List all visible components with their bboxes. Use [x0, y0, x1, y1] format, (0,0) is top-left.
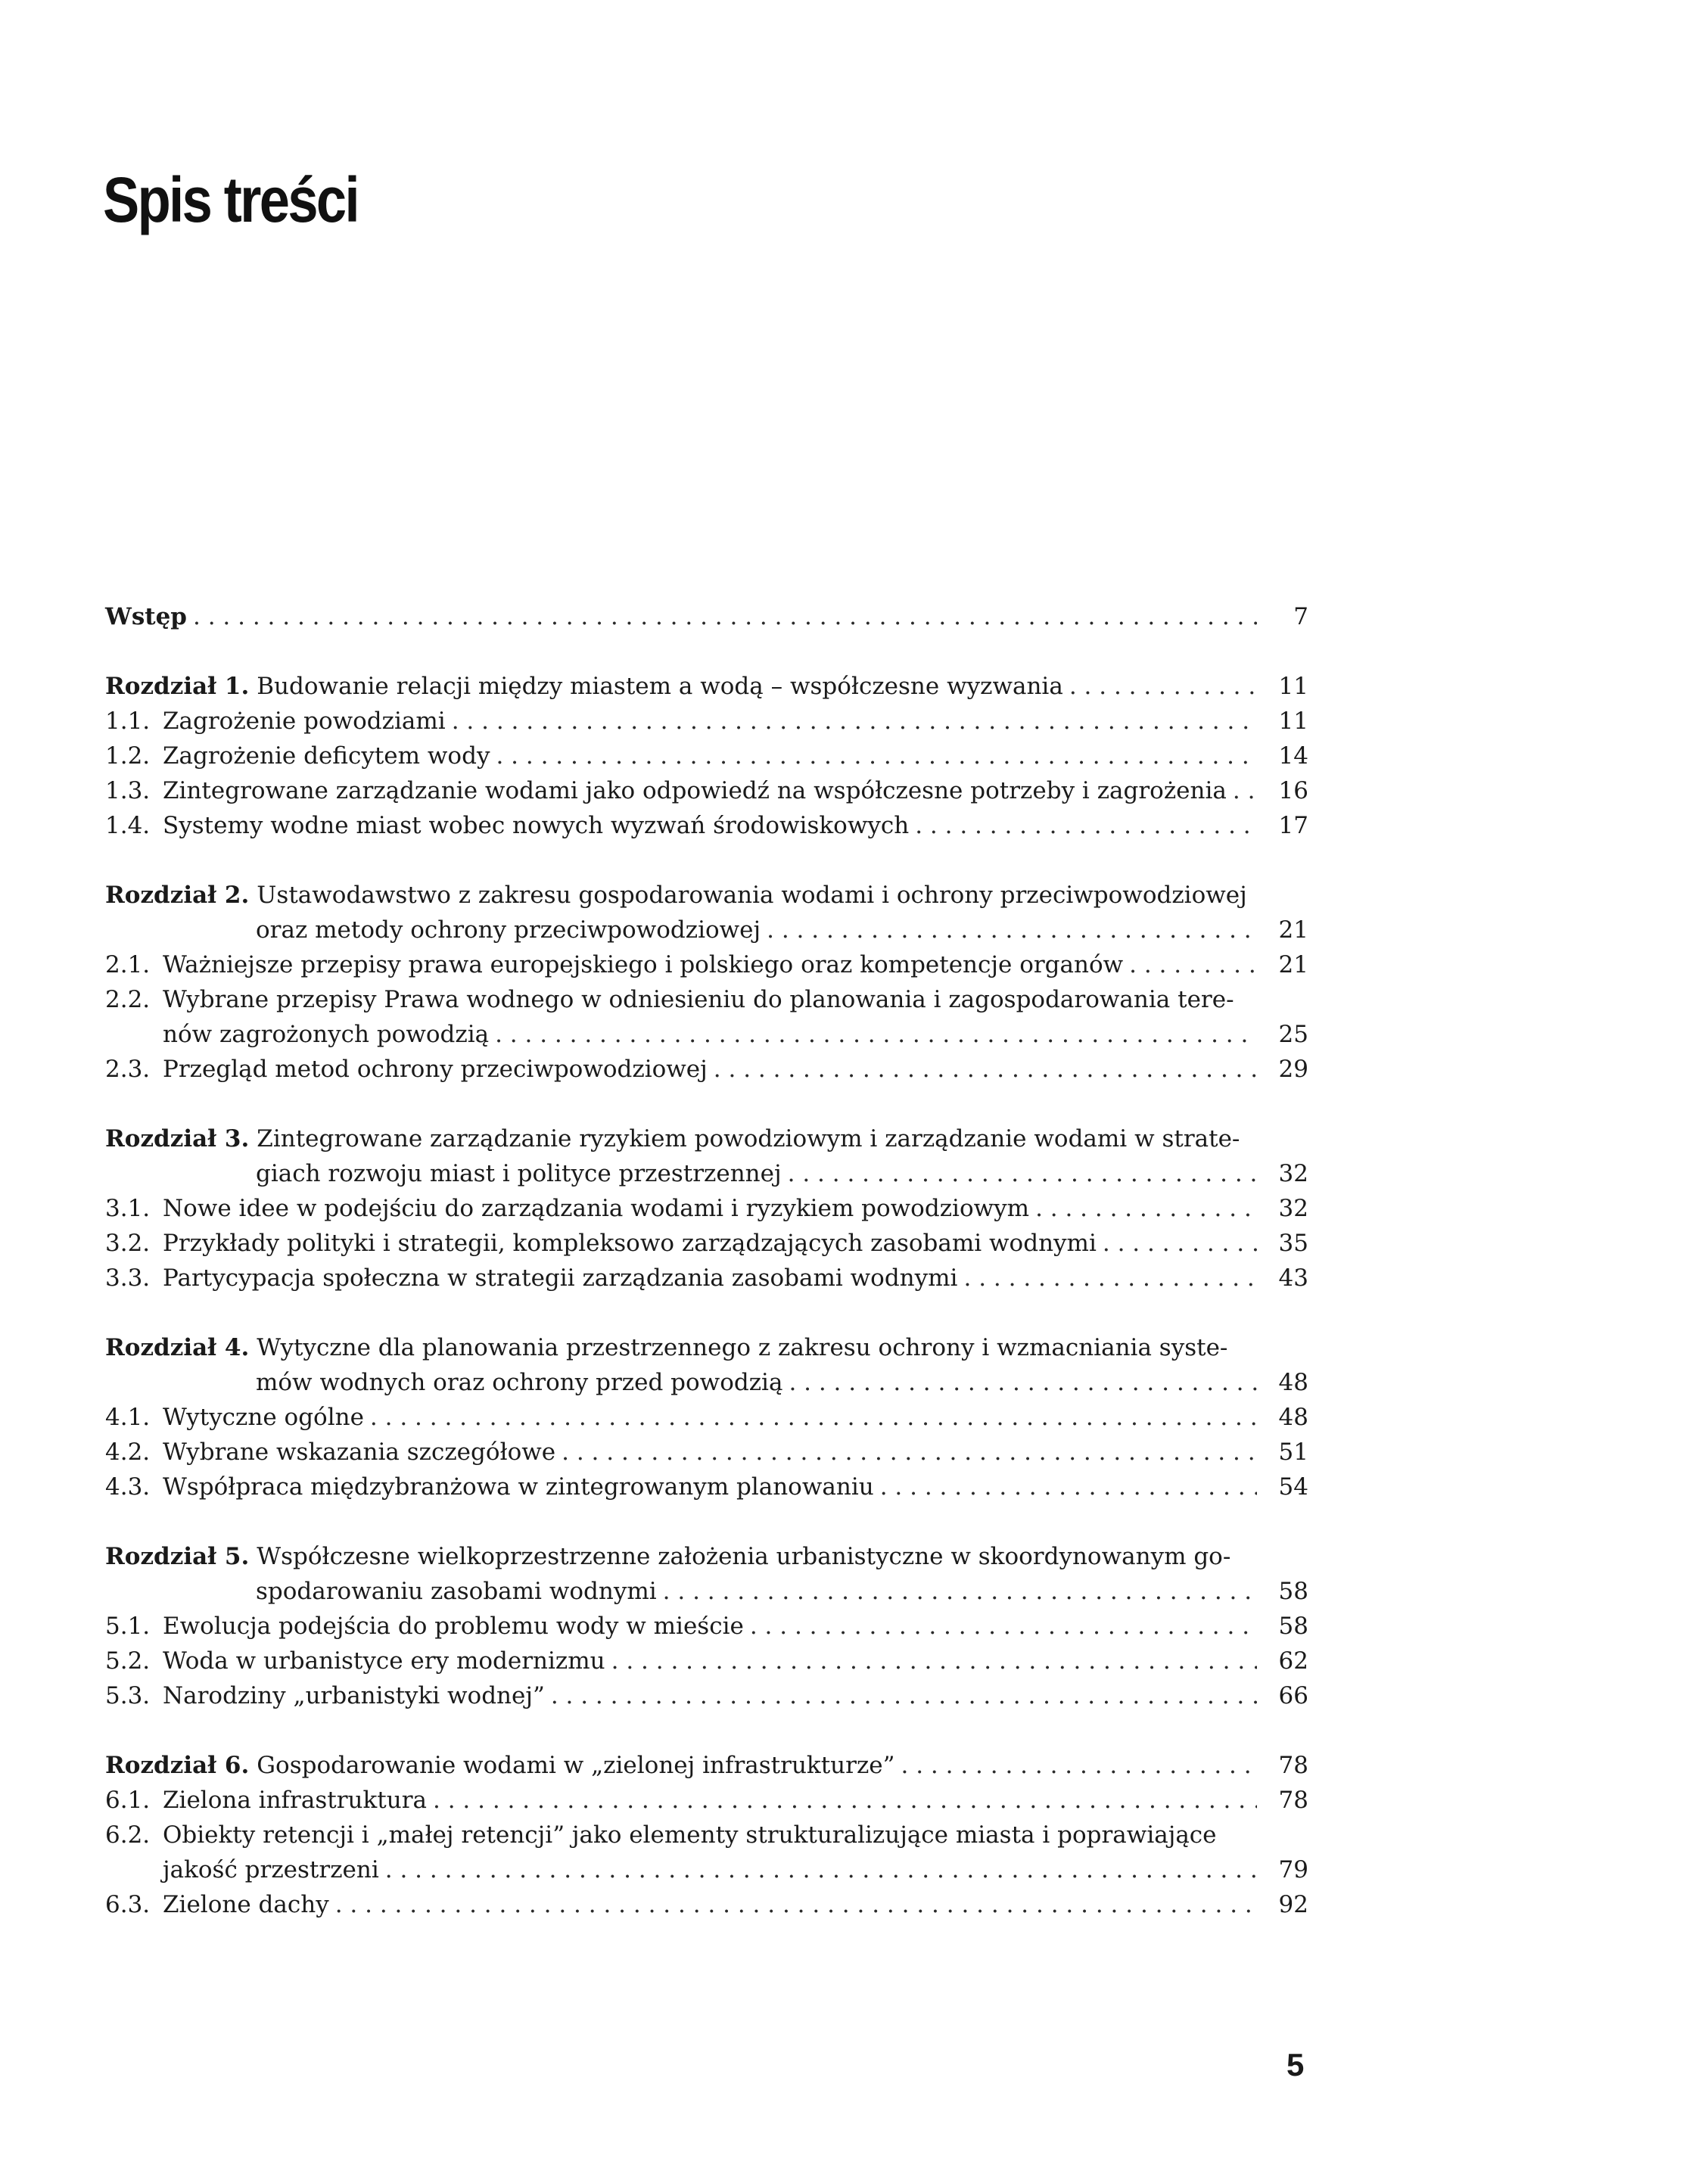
section-number: 6.1. [105, 1787, 151, 1814]
dot-leader [335, 1887, 1257, 1922]
toc-section-entry[interactable] [105, 808, 1308, 843]
section-page: 58 [1278, 1613, 1308, 1640]
dot-leader [663, 1574, 1257, 1609]
chapter-page: 32 [1278, 1160, 1308, 1187]
toc-intro-label: Wstęp [105, 603, 187, 630]
toc-chapter-entry[interactable] [105, 1121, 1308, 1156]
section-title: Przegląd metod ochrony przeciwpowodziowej [163, 1056, 708, 1083]
toc-chapter-entry[interactable] [105, 878, 1308, 913]
chapter-spacer [105, 1087, 1308, 1121]
section-title: Ważniejsze przepisy prawa europejskiego i polskiego oraz kompetencje organów [163, 951, 1124, 978]
toc-chapter-entry[interactable] [105, 1156, 1308, 1191]
section-title: Wytyczne ogólne [163, 1404, 364, 1431]
dot-leader [767, 913, 1257, 947]
section-page: 51 [1278, 1439, 1308, 1466]
dot-leader [788, 1156, 1257, 1191]
section-number: 3.1. [105, 1195, 151, 1222]
section-title: Woda w urbanistyce ery modernizmu [163, 1647, 605, 1675]
section-title: Nowe idee w podejściu do zarządzania wodami i ryzykiem powodziowym [163, 1195, 1030, 1222]
chapter-page: 58 [1278, 1578, 1308, 1605]
page-title: Spis treści [103, 164, 359, 235]
section-page: 66 [1278, 1682, 1308, 1709]
section-page: 43 [1278, 1264, 1308, 1292]
toc-section-entry[interactable] [105, 1852, 1308, 1887]
toc-section-entry[interactable] [105, 1052, 1308, 1087]
chapter-page: 11 [1278, 673, 1308, 700]
section-title: Zielona infrastruktura [163, 1787, 427, 1814]
dot-leader [370, 1400, 1257, 1435]
toc-section-entry[interactable] [105, 1226, 1308, 1261]
toc-section-entry[interactable] [105, 1887, 1308, 1922]
section-title: jakość przestrzeni [163, 1856, 379, 1883]
chapter-label: Rozdział 3. [105, 1125, 250, 1152]
section-title: Obiekty retencji i „małej retencji” jako elementy strukturalizujące miasta i poprawiające [163, 1821, 1217, 1849]
section-page: 48 [1278, 1404, 1308, 1431]
dot-leader [496, 739, 1257, 773]
section-page: 62 [1278, 1647, 1308, 1675]
chapter-title: oraz metody ochrony przeciwpowodziowej [256, 916, 761, 944]
dot-leader [551, 1678, 1257, 1713]
toc-chapter-entry[interactable] [105, 1365, 1308, 1400]
section-page: 79 [1278, 1856, 1308, 1883]
section-number: 3.3. [105, 1264, 151, 1292]
section-page: 16 [1278, 777, 1308, 804]
section-title: Zintegrowane zarządzanie wodami jako odpowiedź na współczesne potrzeby i zagrożenia [163, 777, 1227, 804]
dot-leader [611, 1644, 1257, 1678]
section-page: 35 [1278, 1230, 1308, 1257]
section-number: 5.3. [105, 1682, 151, 1709]
toc-section-entry[interactable] [105, 1435, 1308, 1470]
toc-section-entry[interactable] [105, 1818, 1308, 1852]
toc-section-entry[interactable] [105, 704, 1308, 739]
section-page: 11 [1278, 708, 1308, 735]
section-number: 6.2. [105, 1821, 151, 1849]
section-number: 4.3. [105, 1473, 151, 1501]
chapter-label: Rozdział 1. [105, 673, 250, 700]
toc-section-entry[interactable] [105, 947, 1308, 982]
section-number: 1.1. [105, 708, 151, 735]
section-number: 1.4. [105, 812, 151, 839]
section-title: nów zagrożonych powodzią [163, 1021, 490, 1048]
section-page: 78 [1278, 1787, 1308, 1814]
dot-leader [562, 1435, 1257, 1470]
chapter-title: Zintegrowane zarządzanie ryzykiem powodziowym i zarządzanie wodami w strate- [257, 1125, 1240, 1152]
dot-leader [385, 1852, 1257, 1887]
chapter-title: Budowanie relacji między miastem a wodą – współczesne wyzwania [257, 673, 1063, 700]
toc-intro-page: 7 [1293, 603, 1308, 630]
chapter-spacer [105, 1296, 1308, 1330]
section-number: 4.1. [105, 1404, 151, 1431]
dot-leader [1069, 669, 1257, 704]
chapter-spacer [105, 843, 1308, 878]
toc-section-entry[interactable] [105, 1017, 1308, 1052]
dot-leader [1129, 947, 1257, 982]
chapter-label: Rozdział 2. [105, 882, 250, 909]
dot-leader [915, 808, 1257, 843]
section-number: 2.2. [105, 986, 151, 1013]
section-title: Współpraca międzybranżowa w zintegrowanym planowaniu [163, 1473, 874, 1501]
toc-section-entry[interactable] [105, 1400, 1308, 1435]
chapter-spacer [105, 1713, 1308, 1748]
toc-chapter-entry[interactable] [105, 1574, 1308, 1609]
chapter-title: spodarowaniu zasobami wodnymi [256, 1578, 657, 1605]
section-page: 25 [1278, 1021, 1308, 1048]
section-number: 1.2. [105, 742, 151, 770]
dot-leader [193, 599, 1257, 634]
toc-section-entry[interactable] [105, 1470, 1308, 1504]
section-page: 14 [1278, 742, 1308, 770]
chapter-title: Współczesne wielkoprzestrzenne założenia urbanistyczne w skoordynowanym go- [257, 1543, 1231, 1570]
section-number: 5.2. [105, 1647, 151, 1675]
toc-chapter-entry[interactable] [105, 1748, 1308, 1783]
chapter-spacer [105, 634, 1308, 669]
section-title: Systemy wodne miast wobec nowych wyzwań środowiskowych [163, 812, 910, 839]
dot-leader [1103, 1226, 1257, 1261]
toc-section-entry[interactable] [105, 982, 1308, 1017]
section-page: 32 [1278, 1195, 1308, 1222]
toc-section-entry[interactable] [105, 773, 1308, 808]
dot-leader [750, 1609, 1257, 1644]
section-title: Zagrożenie powodziami [163, 708, 446, 735]
chapter-page: 78 [1278, 1752, 1308, 1779]
table-of-contents [105, 599, 1308, 1922]
section-number: 2.1. [105, 951, 151, 978]
section-title: Zagrożenie deficytem wody [163, 742, 490, 770]
section-number: 6.3. [105, 1891, 151, 1918]
toc-entry-intro[interactable] [105, 599, 1308, 634]
chapter-title: giach rozwoju miast i polityce przestrzennej [256, 1160, 782, 1187]
section-title: Narodziny „urbanistyki wodnej” [163, 1682, 545, 1709]
section-page: 54 [1278, 1473, 1308, 1501]
section-title: Wybrane wskazania szczegółowe [163, 1439, 556, 1466]
dot-leader [963, 1261, 1257, 1296]
chapter-page: 48 [1278, 1369, 1308, 1396]
chapter-title: Wytyczne dla planowania przestrzennego z zakresu ochrony i wzmacniania syste- [257, 1334, 1228, 1361]
dot-leader [1035, 1191, 1257, 1226]
chapter-title: Ustawodawstwo z zakresu gospodarowania wodami i ochrony przeciwpowodziowej [257, 882, 1247, 909]
section-page: 17 [1278, 812, 1308, 839]
dot-leader [714, 1052, 1257, 1087]
section-page: 92 [1278, 1891, 1308, 1918]
toc-chapter-entry[interactable] [105, 669, 1308, 704]
chapter-label: Rozdział 5. [105, 1543, 250, 1570]
page-number: 5 [1286, 2047, 1305, 2082]
dot-leader [789, 1365, 1257, 1400]
toc-section-entry[interactable] [105, 1261, 1308, 1296]
section-number: 1.3. [105, 777, 151, 804]
toc-chapter-entry[interactable] [105, 913, 1308, 947]
toc-section-entry[interactable] [105, 1644, 1308, 1678]
toc-section-entry[interactable] [105, 1191, 1308, 1226]
dot-leader [1233, 773, 1257, 808]
section-title: Wybrane przepisy Prawa wodnego w odniesieniu do planowania i zagospodarowania tere- [163, 986, 1234, 1013]
chapter-label: Rozdział 4. [105, 1334, 250, 1361]
toc-section-entry[interactable] [105, 1678, 1308, 1713]
dot-leader [433, 1783, 1257, 1818]
toc-chapter-entry[interactable] [105, 1539, 1308, 1574]
toc-chapter-entry[interactable] [105, 1330, 1308, 1365]
chapter-title: mów wodnych oraz ochrony przed powodzią [256, 1369, 783, 1396]
dot-leader [880, 1470, 1257, 1504]
chapter-page: 21 [1278, 916, 1308, 944]
section-title: Ewolucja podejścia do problemu wody w mieście [163, 1613, 744, 1640]
chapter-label: Rozdział 6. [105, 1752, 250, 1779]
section-number: 5.1. [105, 1613, 151, 1640]
section-page: 21 [1278, 951, 1308, 978]
toc-section-entry[interactable] [105, 1609, 1308, 1644]
section-page: 29 [1278, 1056, 1308, 1083]
dot-leader [901, 1748, 1257, 1783]
section-title: Zielone dachy [163, 1891, 329, 1918]
toc-section-entry[interactable] [105, 1783, 1308, 1818]
toc-section-entry[interactable] [105, 739, 1308, 773]
section-title: Przykłady polityki i strategii, kompleksowo zarządzających zasobami wodnymi [163, 1230, 1097, 1257]
chapter-title: Gospodarowanie wodami w „zielonej infrastrukturze” [257, 1752, 895, 1779]
dot-leader [495, 1017, 1257, 1052]
section-title: Partycypacja społeczna w strategii zarządzania zasobami wodnymi [163, 1264, 958, 1292]
chapter-spacer [105, 1504, 1308, 1539]
section-number: 3.2. [105, 1230, 151, 1257]
section-number: 4.2. [105, 1439, 151, 1466]
dot-leader [452, 704, 1257, 739]
section-number: 2.3. [105, 1056, 151, 1083]
